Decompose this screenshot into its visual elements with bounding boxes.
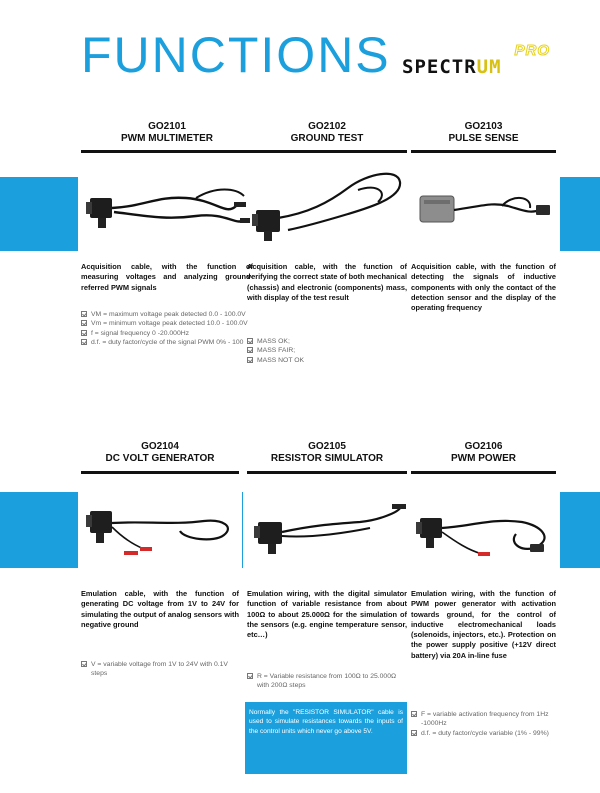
product-code: GO2102 — [308, 121, 346, 132]
product-code: GO2101 — [148, 121, 186, 132]
pwm-power-cable-image — [412, 498, 560, 578]
ground-test-cable-image — [248, 168, 408, 256]
bullet-text: MASS NOT OK — [257, 356, 305, 364]
bullet-item — [81, 338, 253, 347]
checkbox-icon — [247, 357, 253, 363]
checkbox-icon — [411, 730, 417, 736]
product-name: PWM POWER — [451, 453, 516, 464]
bullet-item — [81, 319, 253, 328]
pwm-multimeter-cable-image — [86, 176, 251, 256]
product-code: GO2105 — [308, 441, 346, 452]
product-code: GO2103 — [464, 121, 503, 132]
bullet-text: VM = maximum voltage peak detected 0.0 - 100.0V — [91, 311, 246, 318]
title-rule — [81, 150, 253, 153]
product-bullet-list — [411, 710, 556, 738]
bullet-item — [247, 356, 407, 365]
checkbox-icon — [247, 338, 253, 344]
product-card-go2102 — [247, 121, 407, 144]
bullet-text: F = variable activation frequency from 1Hz -1000Hz — [421, 711, 549, 728]
product-name: RESISTOR SIMULATOR — [270, 453, 384, 464]
bullet-text: Vm = minimum voltage peak detected 10.0 - 100.0V — [91, 320, 248, 328]
checkbox-icon — [411, 711, 417, 717]
logo-wordmark-main: SPECTR — [402, 56, 477, 78]
product-card-go2103 — [411, 121, 556, 144]
title-rule — [81, 471, 239, 474]
bullet-text: f = signal frequency 0 -20.000Hz — [91, 329, 190, 337]
product-name: DC VOLT GENERATOR — [105, 453, 215, 464]
title-rule — [247, 150, 407, 153]
checkbox-icon — [247, 347, 253, 353]
checkbox-icon — [247, 673, 253, 679]
checkbox-icon — [81, 661, 87, 667]
bullet-text: d.f. = duty factor/cycle of the signal PWM 0% - 100 — [91, 339, 244, 347]
checkbox-icon — [81, 330, 87, 336]
bullet-item — [81, 310, 253, 319]
title-rule — [247, 471, 407, 474]
checkbox-icon — [81, 320, 87, 326]
product-name: PWM MULTIMETER — [120, 133, 214, 144]
title-rule — [411, 471, 556, 474]
bullet-item — [247, 346, 407, 355]
title-rule — [411, 150, 556, 153]
product-description: Emulation wiring, with the digital simulator function of variable resistance from about 100Ω to about 25.000Ω for the simulation of the sensors (e.g. engine temperature sensor, etc…) — [247, 589, 407, 640]
resistor-simulator-cable-image — [250, 498, 410, 573]
product-description: Acquisition cable, with the function of measuring voltages and analyzing ground-referred PWM signals — [81, 262, 253, 292]
logo-pro-badge: PRO — [514, 42, 550, 59]
pulse-sense-cable-image — [412, 184, 557, 254]
product-card-go2105 — [247, 441, 407, 464]
product-description: Acquisition cable, with the function of detecting the signals of inductive components with only the contact of the detection sensor and the display of the operating frequency — [411, 262, 556, 313]
product-description: Acquisition cable, with the function of verifying the correct state of both mechanical (chassis) and electronic (components) mass, with display of the test result — [247, 262, 407, 302]
product-bullet-list — [247, 337, 407, 365]
bullet-item — [411, 729, 556, 738]
product-bullet-list — [247, 672, 407, 691]
product-description: Emulation wiring, with the function of PWM power generator with activation towards ground, for the control of inductive electromechanical loads (solenoids, injectors, etc.). Protection on the power supply positive (+12V direct battery) via 20A in-line fuse — [411, 589, 556, 660]
bullet-item — [81, 660, 239, 679]
product-card-go2104 — [81, 441, 239, 464]
product-card-go2106 — [411, 441, 556, 464]
bullet-item — [81, 329, 253, 338]
bullet-text: d.f. = duty factor/cycle variable (1% - 99%) — [421, 729, 549, 737]
product-description: Emulation cable, with the function of generating DC voltage from 1V to 24V for simulating the output of analog sensors with negative ground — [81, 589, 239, 629]
bullet-item — [247, 672, 407, 691]
product-bullet-list — [81, 310, 253, 348]
checkbox-icon — [81, 339, 87, 345]
product-card-go2101 — [81, 121, 253, 144]
bullet-text: MASS OK; — [257, 338, 290, 345]
product-code: GO2106 — [464, 441, 503, 452]
page-title: FUNCTIONS — [81, 27, 391, 83]
checkbox-icon — [81, 311, 87, 317]
product-name: GROUND TEST — [290, 133, 364, 144]
bullet-item — [247, 337, 407, 346]
bullet-item — [411, 710, 556, 729]
logo-wordmark-tail: UM — [476, 56, 502, 78]
spectrum-pro-logo — [402, 42, 552, 82]
bullet-text: V = variable voltage from 1V to 24V with 0.1V steps — [91, 661, 228, 678]
dc-volt-generator-cable-image — [84, 495, 244, 575]
product-note: Normally the "RESISTOR SIMULATOR" cable is used to simulate resistances towards the inputs of the control units which never go above 5V. — [249, 709, 403, 735]
bullet-text: MASS FAIR; — [257, 347, 296, 355]
product-code: GO2104 — [141, 441, 179, 452]
product-name: PULSE SENSE — [448, 133, 519, 144]
logo-wordmark — [402, 56, 502, 78]
product-bullet-list — [81, 660, 239, 679]
bullet-text: R = Variable resistance from 100Ω to 25.000Ω with 200Ω steps — [257, 673, 397, 690]
